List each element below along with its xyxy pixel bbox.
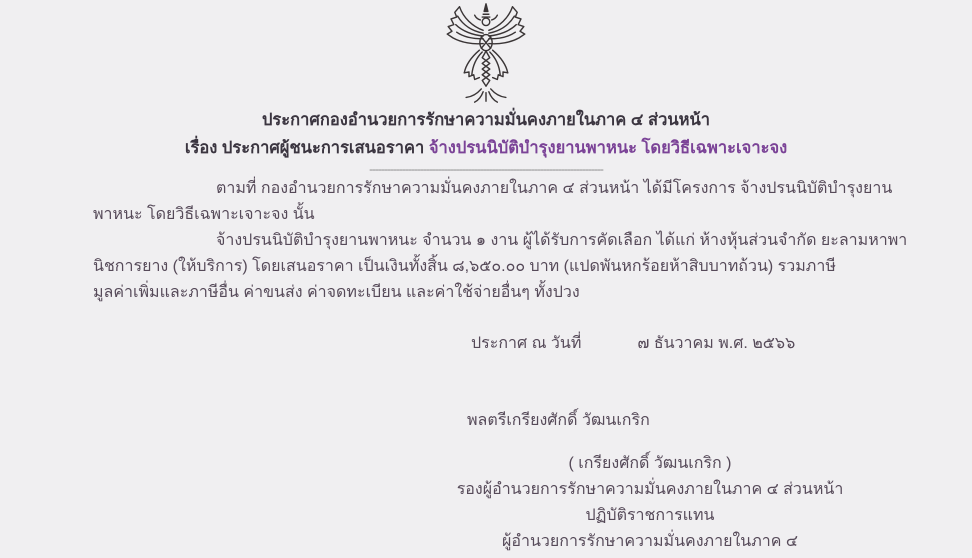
announce-date-prefix: ประกาศ ณ วันที่ [471,335,582,352]
body-line: พาหนะ โดยวิธีเฉพาะเจาะจง นั้น [93,206,315,223]
subject-line [0,135,972,161]
body-line: ตามที่ กองอำนวยการรักษาความมั่นคงภายในภาค ๔ ส่วนหน้า ได้มีโครงการ จ้างปรนนิบัติบำรุงยาน [216,180,893,197]
signature-block [380,451,920,555]
emblem-container [434,0,538,106]
announce-date: ๗ ธันวาคม พ.ศ. ๒๕๖๖ [637,335,796,352]
subject-procurement-name: จ้างปรนนิบัติบำรุงยานพาหนะ โดยวิธีเฉพาะเจาะจง [428,139,788,157]
body-line: นิชการยาง (ให้บริการ) โดยเสนอราคา เป็นเงินทั้งสิ้น ๘,๖๕๐.๐๐ บาท (แปดพันหกร้อยห้าสิบบาทถ้วน) รวมภาษี [93,258,836,275]
subject-prefix: เรื่อง ประกาศผู้ชนะการเสนอราคา [184,139,429,157]
signature-position-director: ผู้อำนวยการรักษาความมั่นคงภายในภาค ๔ [501,533,798,550]
dashed-separator: ------------------------------------------------------------------------------ [369,162,603,176]
signature-acting-for: ปฏิบัติราชการแทน [585,507,715,524]
signature-position-deputy: รองผู้อำนวยการรักษาความมั่นคงภายในภาค ๔ ส่วนหน้า [456,481,844,498]
body-line: จ้างปรนนิบัติบำรุงยานพาหนะ จำนวน ๑ งาน ผู้ได้รับการคัดเลือก ได้แก่ ห้างหุ้นส่วนจำกัด ยะลามหาพา [216,232,908,249]
body-text [93,176,912,306]
document-title: ประกาศกองอำนวยการรักษาความมั่นคงภายในภาค ๔ ส่วนหน้า [261,111,711,129]
garuda-emblem-icon [434,0,538,106]
signature-name: พลตรีเกรียงศักดิ์ วัฒนเกริก [467,412,650,429]
announce-date-line [471,331,795,356]
signature-name-parens: ( เกรียงศักดิ์ วัฒนเกริก ) [568,455,732,472]
body-line: มูลค่าเพิ่มและภาษีอื่น ค่าขนส่ง ค่าจดทะเบียน และค่าใช้จ่ายอื่นๆ ทั้งปวง [93,284,580,301]
